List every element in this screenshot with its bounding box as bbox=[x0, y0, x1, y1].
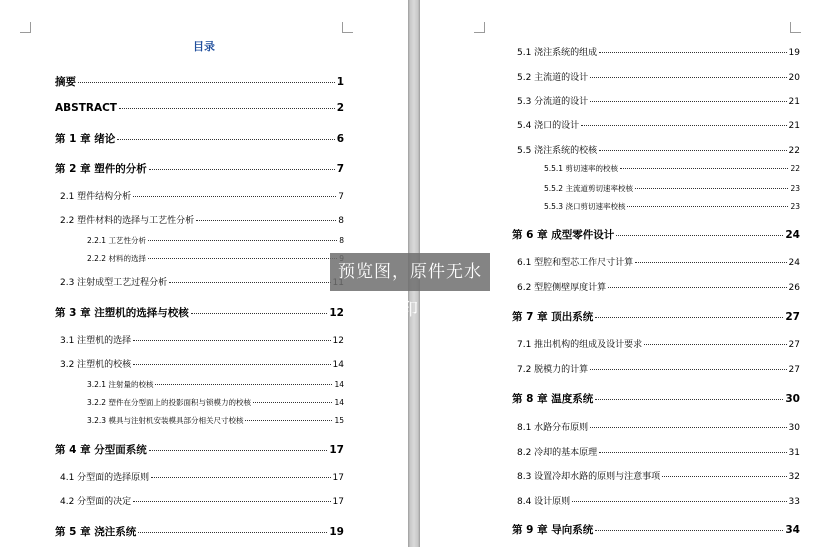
toc-entry-page: 19 bbox=[788, 48, 800, 58]
toc-entry-page: 19 bbox=[329, 526, 344, 538]
toc-entry-page: 8 bbox=[339, 236, 344, 245]
toc-entry-label: 4.2 分型面的决定 bbox=[60, 497, 132, 507]
toc-entry-label: 摘要 bbox=[55, 76, 76, 88]
toc-entry-page: 27 bbox=[785, 311, 800, 323]
toc-leader-dots bbox=[599, 52, 786, 53]
toc-leader-dots bbox=[245, 420, 332, 421]
toc-entry-label: ABSTRACT bbox=[55, 102, 117, 114]
toc-entry-label: 2.2.2 材料的选择 bbox=[87, 254, 146, 263]
toc-entry-page: 27 bbox=[788, 340, 800, 350]
toc-leader-dots bbox=[627, 206, 788, 207]
toc-entry-page: 21 bbox=[788, 121, 800, 131]
toc-entry[interactable] bbox=[512, 227, 800, 242]
toc-entry-label: 3.2 注塑机的校核 bbox=[60, 360, 132, 370]
toc-entry-page: 14 bbox=[334, 398, 344, 407]
toc-entry-label: 8.2 冷却的基本原理 bbox=[517, 448, 598, 458]
toc-leader-dots bbox=[253, 402, 332, 403]
toc-entry[interactable] bbox=[517, 469, 800, 482]
toc-entry[interactable] bbox=[517, 445, 800, 458]
toc-entry-label: 7.2 脱模力的计算 bbox=[517, 365, 589, 375]
toc-leader-dots bbox=[196, 220, 336, 221]
toc-entry-page: 1 bbox=[336, 76, 344, 88]
toc-entry-label: 2.3 注射成型工艺过程分析 bbox=[60, 278, 168, 288]
toc-entry[interactable] bbox=[55, 74, 344, 89]
page-corner-mark bbox=[790, 22, 801, 33]
toc-entry-label: 第 8 章 温度系统 bbox=[512, 393, 594, 405]
toc-entry-label: 第 3 章 注塑机的选择与校核 bbox=[55, 307, 189, 319]
toc-entry-page: 2 bbox=[336, 102, 344, 114]
toc-entry[interactable] bbox=[55, 161, 344, 176]
toc-entry-page: 15 bbox=[334, 416, 344, 425]
toc-entry-label: 3.1 注塑机的选择 bbox=[60, 336, 132, 346]
toc-entry-page: 22 bbox=[790, 164, 800, 173]
page-corner-mark bbox=[474, 22, 485, 33]
toc-entry-label: 8.1 水路分布原则 bbox=[517, 423, 589, 433]
toc-entry-page: 21 bbox=[788, 97, 800, 107]
toc-entry[interactable] bbox=[512, 391, 800, 406]
toc-entry-label: 5.3 分流道的设计 bbox=[517, 97, 589, 107]
toc-entry-page: 30 bbox=[785, 393, 800, 405]
toc-entry-label: 5.2 主流道的设计 bbox=[517, 73, 589, 83]
toc-leader-dots bbox=[616, 235, 783, 236]
toc-entry-label: 2.1 塑件结构分析 bbox=[60, 192, 132, 202]
toc-entry[interactable] bbox=[517, 494, 800, 507]
toc-entry-label: 3.2.3 模具与注射机安装模具部分相关尺寸校核 bbox=[87, 416, 244, 425]
toc-leader-dots bbox=[599, 150, 786, 151]
toc-leader-dots bbox=[595, 530, 783, 531]
toc-leader-dots bbox=[644, 344, 786, 345]
toc-leader-dots bbox=[590, 369, 786, 370]
toc-entry-label: 第 9 章 导向系统 bbox=[512, 524, 594, 536]
toc-entry[interactable] bbox=[60, 357, 344, 370]
toc-leader-dots bbox=[169, 282, 330, 283]
toc-entry-page: 23 bbox=[790, 202, 800, 211]
toc-entry-page: 12 bbox=[332, 336, 344, 346]
toc-entry-page: 27 bbox=[788, 365, 800, 375]
toc-leader-dots bbox=[78, 82, 335, 83]
toc-leader-dots bbox=[148, 240, 337, 241]
toc-entry[interactable] bbox=[517, 362, 800, 375]
toc-entry-label: 5.1 浇注系统的组成 bbox=[517, 48, 598, 58]
toc-entry-label: 8.3 设置冷却水路的原则与注意事项 bbox=[517, 472, 661, 482]
toc-entry[interactable] bbox=[517, 255, 800, 268]
toc-entry-label: 8.4 设计原则 bbox=[517, 497, 571, 507]
toc-entry-page: 26 bbox=[788, 283, 800, 293]
toc-entry-page: 14 bbox=[334, 380, 344, 389]
toc-leader-dots bbox=[133, 364, 330, 365]
toc-entry-page: 7 bbox=[336, 163, 344, 175]
toc-entry-label: 3.2.2 塑件在分型面上的投影面积与锁模力的校核 bbox=[87, 398, 251, 407]
toc-entry[interactable] bbox=[517, 420, 800, 433]
toc-entry-page: 32 bbox=[788, 472, 800, 482]
toc-entry-page: 33 bbox=[788, 497, 800, 507]
toc-entry-page: 17 bbox=[332, 497, 344, 507]
toc-entry-label: 2.2.1 工艺性分析 bbox=[87, 236, 146, 245]
toc-leader-dots bbox=[155, 384, 332, 385]
toc-leader-dots bbox=[590, 77, 786, 78]
toc-title: 目录 bbox=[193, 40, 215, 53]
toc-entry-page: 22 bbox=[788, 146, 800, 156]
toc-entry[interactable] bbox=[55, 524, 344, 539]
toc-entry-page: 17 bbox=[332, 473, 344, 483]
toc-leader-dots bbox=[151, 477, 330, 478]
toc-entry-label: 第 4 章 分型面系统 bbox=[55, 444, 147, 456]
toc-entry-label: 第 6 章 成型零件设计 bbox=[512, 229, 615, 241]
toc-leader-dots bbox=[149, 450, 328, 451]
toc-entry-label: 6.2 型腔侧壁厚度计算 bbox=[517, 283, 607, 293]
toc-entry-page: 14 bbox=[332, 360, 344, 370]
toc-entry-label: 5.5.2 主流道剪切速率校核 bbox=[544, 184, 633, 193]
toc-leader-dots bbox=[133, 501, 330, 502]
toc-leader-dots bbox=[149, 169, 335, 170]
toc-entry-page: 30 bbox=[788, 423, 800, 433]
toc-entry-label: 7.1 推出机构的组成及设计要求 bbox=[517, 340, 643, 350]
toc-entry[interactable] bbox=[87, 253, 344, 264]
toc-entry-page: 8 bbox=[338, 216, 344, 226]
toc-entry[interactable] bbox=[517, 70, 800, 83]
toc-entry[interactable] bbox=[517, 337, 800, 350]
toc-entry-label: 5.5 浇注系统的校核 bbox=[517, 146, 598, 156]
toc-leader-dots bbox=[590, 427, 786, 428]
toc-entry[interactable] bbox=[544, 201, 800, 212]
toc-entry[interactable] bbox=[55, 131, 344, 146]
toc-entry[interactable] bbox=[55, 305, 344, 320]
toc-entry[interactable] bbox=[87, 415, 344, 426]
toc-leader-dots bbox=[662, 476, 786, 477]
toc-entry[interactable] bbox=[60, 333, 344, 346]
toc-entry[interactable] bbox=[512, 522, 800, 537]
toc-entry-label: 2.2 塑件材料的选择与工艺性分析 bbox=[60, 216, 195, 226]
toc-entry[interactable] bbox=[544, 183, 800, 194]
toc-entry[interactable] bbox=[60, 189, 344, 202]
toc-leader-dots bbox=[117, 139, 334, 140]
toc-entry-page: 12 bbox=[329, 307, 344, 319]
toc-entry-page: 6 bbox=[336, 133, 344, 145]
toc-leader-dots bbox=[581, 125, 786, 126]
toc-entry-label: 3.2.1 注射量的校核 bbox=[87, 380, 154, 389]
toc-entry[interactable] bbox=[87, 235, 344, 246]
toc-leader-dots bbox=[620, 168, 788, 169]
toc-entry[interactable] bbox=[517, 143, 800, 156]
toc-entry-page: 17 bbox=[329, 444, 344, 456]
toc-entry-label: 4.1 分型面的选择原则 bbox=[60, 473, 150, 483]
toc-leader-dots bbox=[133, 196, 336, 197]
toc-entry[interactable] bbox=[512, 309, 800, 324]
toc-leader-dots bbox=[119, 108, 335, 109]
toc-entry-page: 24 bbox=[788, 258, 800, 268]
page-corner-mark bbox=[20, 22, 31, 33]
toc-entry-page: 20 bbox=[788, 73, 800, 83]
toc-entry[interactable] bbox=[87, 397, 344, 408]
toc-entry[interactable] bbox=[60, 470, 344, 483]
toc-entry[interactable] bbox=[60, 275, 344, 288]
toc-entry-label: 6.1 型腔和型芯工作尺寸计算 bbox=[517, 258, 634, 268]
toc-leader-dots bbox=[590, 101, 786, 102]
toc-entry-label: 第 2 章 塑件的分析 bbox=[55, 163, 147, 175]
toc-entry-label: 第 1 章 绪论 bbox=[55, 133, 116, 145]
toc-leader-dots bbox=[133, 340, 330, 341]
toc-entry[interactable] bbox=[87, 379, 344, 390]
toc-entry[interactable] bbox=[517, 94, 800, 107]
toc-leader-dots bbox=[595, 317, 783, 318]
toc-entry[interactable] bbox=[517, 45, 800, 58]
toc-leader-dots bbox=[608, 287, 786, 288]
toc-entry-page: 34 bbox=[785, 524, 800, 536]
toc-leader-dots bbox=[595, 399, 783, 400]
page-corner-mark bbox=[342, 22, 353, 33]
toc-entry[interactable] bbox=[55, 442, 344, 457]
toc-entry-label: 5.5.3 浇口剪切速率校核 bbox=[544, 202, 626, 211]
toc-leader-dots bbox=[191, 313, 328, 314]
toc-entry-label: 5.4 浇口的设计 bbox=[517, 121, 580, 131]
toc-entry[interactable] bbox=[55, 102, 344, 114]
toc-leader-dots bbox=[138, 532, 327, 533]
toc-leader-dots bbox=[148, 258, 337, 259]
toc-entry-page: 31 bbox=[788, 448, 800, 458]
toc-entry-label: 5.5.1 剪切速率的校核 bbox=[544, 164, 618, 173]
toc-leader-dots bbox=[599, 452, 786, 453]
toc-entry-label: 第 5 章 浇注系统 bbox=[55, 526, 137, 538]
toc-entry[interactable] bbox=[517, 280, 800, 293]
preview-watermark: 预览图，原件无水印 bbox=[330, 253, 490, 291]
toc-entry[interactable] bbox=[517, 118, 800, 131]
toc-entry[interactable] bbox=[544, 163, 800, 174]
toc-entry-label: 第 7 章 顶出系统 bbox=[512, 311, 594, 323]
toc-leader-dots bbox=[572, 501, 786, 502]
toc-leader-dots bbox=[635, 188, 788, 189]
toc-entry-page: 23 bbox=[790, 184, 800, 193]
toc-entry-page: 7 bbox=[338, 192, 344, 202]
toc-entry[interactable] bbox=[60, 213, 344, 226]
toc-entry-page: 24 bbox=[785, 229, 800, 241]
toc-entry[interactable] bbox=[60, 494, 344, 507]
toc-leader-dots bbox=[635, 262, 786, 263]
